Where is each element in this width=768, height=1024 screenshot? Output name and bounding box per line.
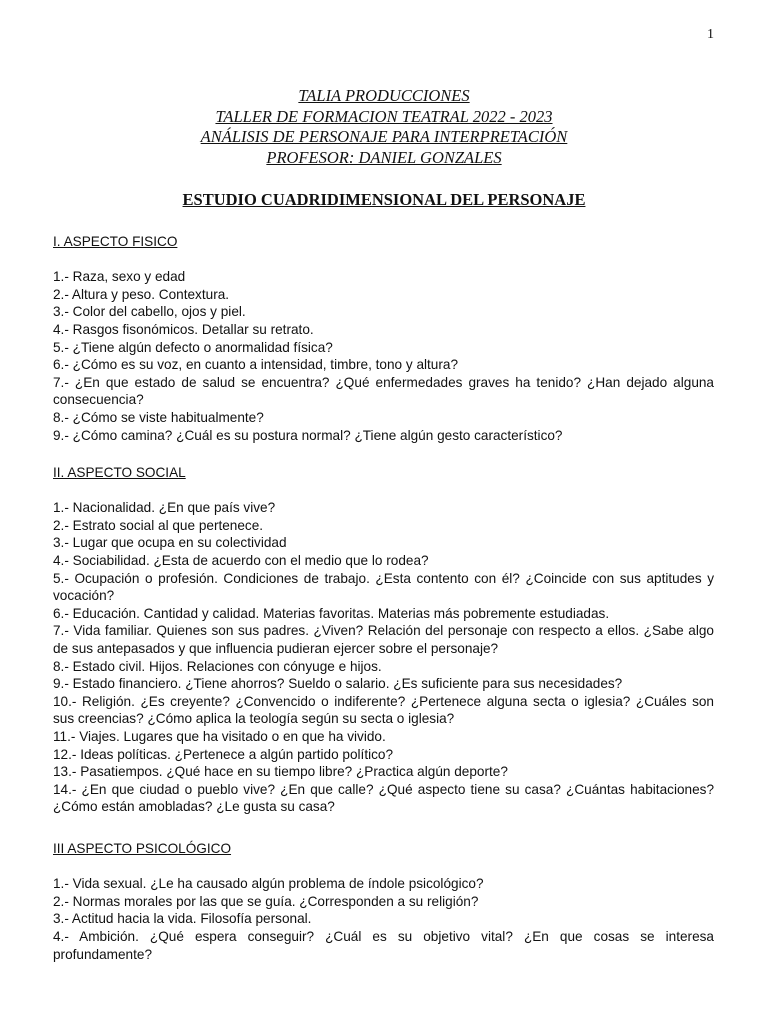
list-item: 7.- Vida familiar. Quienes son sus padres. ¿Viven? Relación del personaje con respecto a ellos. ¿Sabe algo de sus antepasados y que influencia pudieran ejercer sobre el personaje? bbox=[53, 623, 714, 656]
list-item: 1.- Vida sexual. ¿Le ha causado algún problema de índole psicológico? bbox=[53, 876, 484, 892]
section-physical bbox=[53, 233, 714, 444]
list-item: 4.- Rasgos fisonómicos. Detallar su retrato. bbox=[53, 321, 314, 337]
list-item: 14.- ¿En que ciudad o pueblo vive? ¿En que calle? ¿Qué aspecto tiene su casa? ¿Cuántas habitaciones? ¿Cómo están amobladas? ¿Le gusta su casa? bbox=[53, 781, 714, 815]
list-item: 2.- Normas morales por las que se guía. ¿Corresponden a su religión? bbox=[53, 893, 479, 909]
section-heading: III ASPECTO PSICOLÓGICO bbox=[53, 841, 232, 856]
list-item: 4.- Sociabilidad. ¿Esta de acuerdo con el medio que lo rodea? bbox=[53, 552, 429, 568]
list-item: 9.- Estado financiero. ¿Tiene ahorros? Sueldo o salario. ¿Es suficiente para sus necesidades? bbox=[53, 676, 623, 692]
list-item: 2.- Estrato social al que pertenece. bbox=[53, 517, 264, 533]
section-social bbox=[53, 464, 714, 816]
list-item: 6.- ¿Cómo es su voz, en cuanto a intensidad, timbre, tono y altura? bbox=[53, 357, 459, 373]
list-item: 9.- ¿Cómo camina? ¿Cuál es su postura normal? ¿Tiene algún gesto característico? bbox=[53, 427, 563, 443]
header-line: TALLER DE FORMACION TEATRAL 2022 - 2023 bbox=[215, 106, 553, 126]
list-item: 3.- Actitud hacia la vida. Filosofía personal. bbox=[53, 911, 312, 927]
list-item: 8.- ¿Cómo se viste habitualmente? bbox=[53, 409, 264, 425]
list-item: 5.- ¿Tiene algún defecto o anormalidad física? bbox=[53, 339, 333, 355]
list-item: 3.- Lugar que ocupa en su colectividad bbox=[53, 535, 287, 551]
document-title: ESTUDIO CUADRIDIMENSIONAL DEL PERSONAJE bbox=[182, 190, 586, 209]
list-item: 8.- Estado civil. Hijos. Relaciones con cónyuge e hijos. bbox=[53, 658, 382, 674]
document-header bbox=[0, 86, 768, 168]
section-heading: II. ASPECTO SOCIAL bbox=[53, 465, 186, 480]
list-item: 1.- Nacionalidad. ¿En que país vive? bbox=[53, 500, 276, 516]
list-item: 13.- Pasatiempos. ¿Qué hace en su tiempo libre? ¿Practica algún deporte? bbox=[53, 764, 508, 780]
list-item: 6.- Educación. Cantidad y calidad. Materias favoritas. Materias más pobremente estudiadas. bbox=[53, 605, 610, 621]
section-psychological bbox=[53, 840, 714, 963]
list-item: 10.- Religión. ¿Es creyente? ¿Convencido o indiferente? ¿Pertenece alguna secta o iglesia? ¿Cuáles son sus creencias? ¿Cómo aplica la teología según su secta o iglesia? bbox=[53, 693, 714, 727]
list-item: 11.- Viajes. Lugares que ha visitado o en que ha vivido. bbox=[53, 728, 386, 744]
list-item: 3.- Color del cabello, ojos y piel. bbox=[53, 304, 246, 320]
header-line: TALIA PRODUCCIONES bbox=[298, 86, 470, 105]
list-item: 1.- Raza, sexo y edad bbox=[53, 269, 186, 285]
list-item: 12.- Ideas políticas. ¿Pertenece a algún partido político? bbox=[53, 746, 394, 762]
list-item: 5.- Ocupación o profesión. Condiciones de trabajo. ¿Esta contento con él? ¿Coincide con sus aptitudes y vocación? bbox=[53, 570, 714, 604]
header-line: ANÁLISIS DE PERSONAJE PARA INTERPRETACIÓN bbox=[200, 127, 568, 146]
page-number: 1 bbox=[707, 27, 714, 42]
header-line: PROFESOR: DANIEL GONZALES bbox=[266, 147, 502, 167]
section-heading: I. ASPECTO FISICO bbox=[53, 234, 178, 249]
list-item: 2.- Altura y peso. Contextura. bbox=[53, 286, 230, 302]
list-item: 4.- Ambición. ¿Qué espera conseguir? ¿Cuál es su objetivo vital? ¿En que cosas se interesa profundamente? bbox=[53, 928, 714, 962]
list-item: 7.- ¿En que estado de salud se encuentra? ¿Qué enfermedades graves ha tenido? ¿Han dejado alguna consecuencia? bbox=[53, 374, 714, 408]
